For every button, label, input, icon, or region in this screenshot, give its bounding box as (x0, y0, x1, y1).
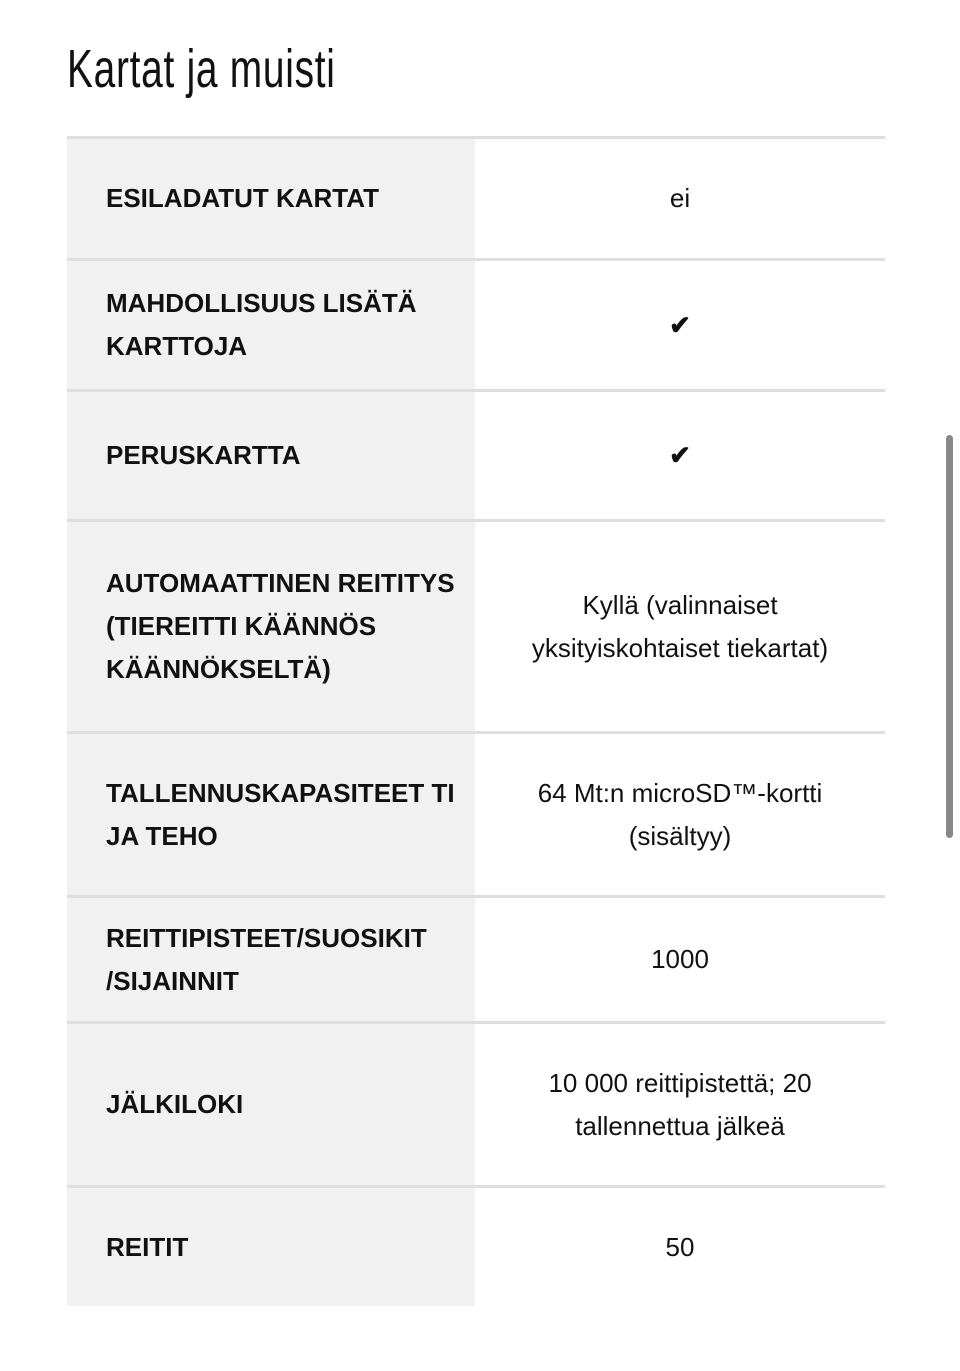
spec-value: 1000 (651, 944, 709, 974)
specs-table (67, 136, 885, 1306)
table-row (67, 895, 885, 1021)
spec-value: 50 (665, 1231, 695, 1262)
spec-label: REITTIPISTEET/SUOSIKIT /SIJAINNIT (67, 898, 475, 1021)
table-row (67, 1185, 885, 1306)
spec-value: ei (669, 183, 691, 213)
spec-label: MAHDOLLISUUS LISÄTÄ KARTTOJA (67, 261, 475, 389)
checkmark-icon: ✔ (669, 309, 691, 340)
scrollbar[interactable] (946, 435, 953, 838)
table-row (67, 136, 885, 258)
checkmark-icon: ✔ (669, 440, 691, 470)
spec-label: AUTOMAATTINEN REITITYS (TIEREITTI KÄÄNNÖS KÄÄNNÖKSELTÄ) (67, 522, 475, 731)
spec-value: Kyllä (valinnaiset yksityiskohtaiset tiekartat) (531, 589, 829, 663)
spec-label: ESILADATUT KARTAT (67, 139, 475, 258)
table-row (67, 519, 885, 731)
spec-label: TALLENNUSKAPASITEET TI JA TEHO (67, 734, 475, 895)
spec-value: 10 000 reittipistettä; 20 tallennettua jälkeä (548, 1067, 812, 1141)
table-row (67, 1021, 885, 1185)
table-row (67, 731, 885, 895)
table-row (67, 389, 885, 519)
spec-value: 64 Mt:n microSD™-kortti (sisältyy) (537, 777, 823, 851)
section-title: Kartat ja muisti (67, 39, 336, 99)
spec-label: PERUSKARTTA (67, 392, 475, 519)
table-row (67, 258, 885, 389)
spec-label: REITIT (67, 1188, 475, 1306)
spec-label: JÄLKILOKI (67, 1024, 475, 1185)
